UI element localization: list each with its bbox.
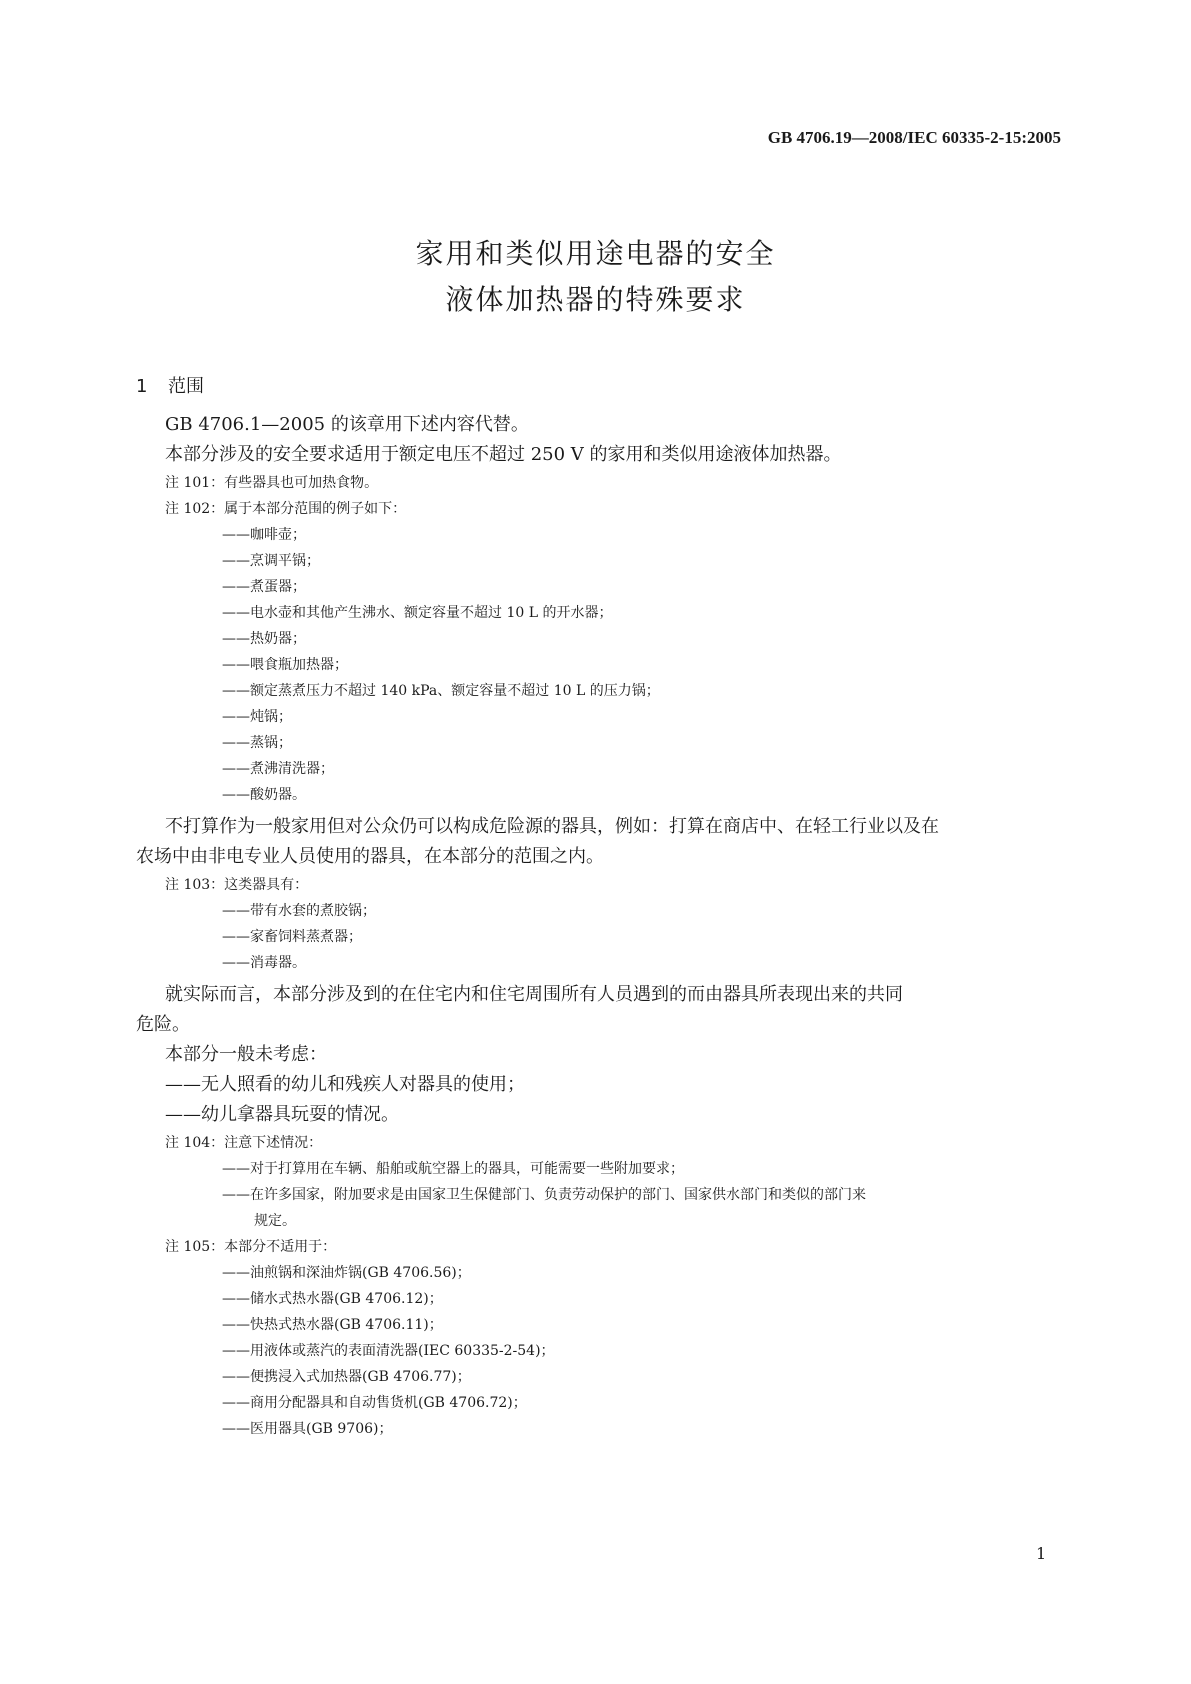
paragraph-public-hazard-cont: 农场中由非电专业人员使用的器具，在本部分的范围之内。 xyxy=(136,846,604,867)
list-item: ——煮蛋器； xyxy=(222,579,306,595)
list-item: ——幼儿拿器具玩耍的情况。 xyxy=(165,1104,399,1125)
paragraph-not-considered: 本部分一般未考虑： xyxy=(165,1044,327,1065)
standard-id: GB 4706.19—2008/IEC 60335-2-15:2005 xyxy=(767,128,1061,147)
list-item: ——用液体或蒸汽的表面清洗器(IEC 60335-2-54)； xyxy=(222,1343,555,1359)
note-105: 注 105：本部分不适用于： xyxy=(165,1239,337,1255)
list-item: ——医用器具(GB 9706)； xyxy=(222,1421,393,1437)
list-item: ——煮沸清洗器； xyxy=(222,761,334,777)
list-item: ——储水式热水器(GB 4706.12)； xyxy=(222,1291,443,1307)
list-item: ——消毒器。 xyxy=(222,955,306,971)
list-item: ——在许多国家，附加要求是由国家卫生保健部门、负责劳动保护的部门、国家供水部门和类似的部门来 xyxy=(222,1187,866,1203)
paragraph-scope: 本部分涉及的安全要求适用于额定电压不超过 250 V 的家用和类似用途液体加热器。 xyxy=(165,444,842,465)
page-number: 1 xyxy=(1036,1544,1047,1563)
section-number: 1 xyxy=(136,376,148,397)
list-item: ——便携浸入式加热器(GB 4706.77)； xyxy=(222,1369,471,1385)
paragraph-public-hazard: 不打算作为一般家用但对公众仍可以构成危险源的器具，例如：打算在商店中、在轻工行业以及在 xyxy=(165,816,939,837)
list-item: ——电水壶和其他产生沸水、额定容量不超过 10 L 的开水器； xyxy=(222,605,613,621)
note-103: 注 103：这类器具有： xyxy=(165,877,309,893)
list-item: ——家畜饲料蒸煮器； xyxy=(222,929,362,945)
title-line-1: 家用和类似用途电器的安全 xyxy=(415,237,776,270)
list-item: ——油煎锅和深油炸锅(GB 4706.56)； xyxy=(222,1265,471,1281)
list-item: ——炖锅； xyxy=(222,709,292,725)
title-line-2: 液体加热器的特殊要求 xyxy=(445,283,746,316)
list-item: ——蒸锅； xyxy=(222,735,292,751)
list-item: ——酸奶器。 xyxy=(222,787,306,803)
note-101: 注 101：有些器具也可加热食物。 xyxy=(165,475,379,491)
note-104: 注 104：注意下述情况： xyxy=(165,1135,323,1151)
paragraph-common-hazards-cont: 危险。 xyxy=(136,1014,190,1035)
list-item: ——热奶器； xyxy=(222,631,306,647)
list-item: ——对于打算用在车辆、船舶或航空器上的器具，可能需要一些附加要求； xyxy=(222,1161,684,1177)
list-item: ——咖啡壶； xyxy=(222,527,306,543)
list-item: ——商用分配器具和自动售货机(GB 4706.72)； xyxy=(222,1395,527,1411)
paragraph-replacement: GB 4706.1—2005 的该章用下述内容代替。 xyxy=(165,414,529,435)
note-102: 注 102：属于本部分范围的例子如下： xyxy=(165,501,407,517)
section-heading xyxy=(136,372,204,398)
paragraph-common-hazards: 就实际而言，本部分涉及到的在住宅内和住宅周围所有人员遇到的而由器具所表现出来的共同 xyxy=(165,984,903,1005)
list-item: ——快热式热水器(GB 4706.11)； xyxy=(222,1317,443,1333)
list-item: ——喂食瓶加热器； xyxy=(222,657,348,673)
section-title: 范围 xyxy=(168,376,204,397)
list-item: ——无人照看的幼儿和残疾人对器具的使用； xyxy=(165,1074,525,1095)
list-item: ——额定蒸煮压力不超过 140 kPa、额定容量不超过 10 L 的压力锅； xyxy=(222,683,660,699)
list-item: ——烹调平锅； xyxy=(222,553,320,569)
list-item: ——带有水套的煮胶锅； xyxy=(222,903,376,919)
list-item-cont: 规定。 xyxy=(254,1213,296,1229)
